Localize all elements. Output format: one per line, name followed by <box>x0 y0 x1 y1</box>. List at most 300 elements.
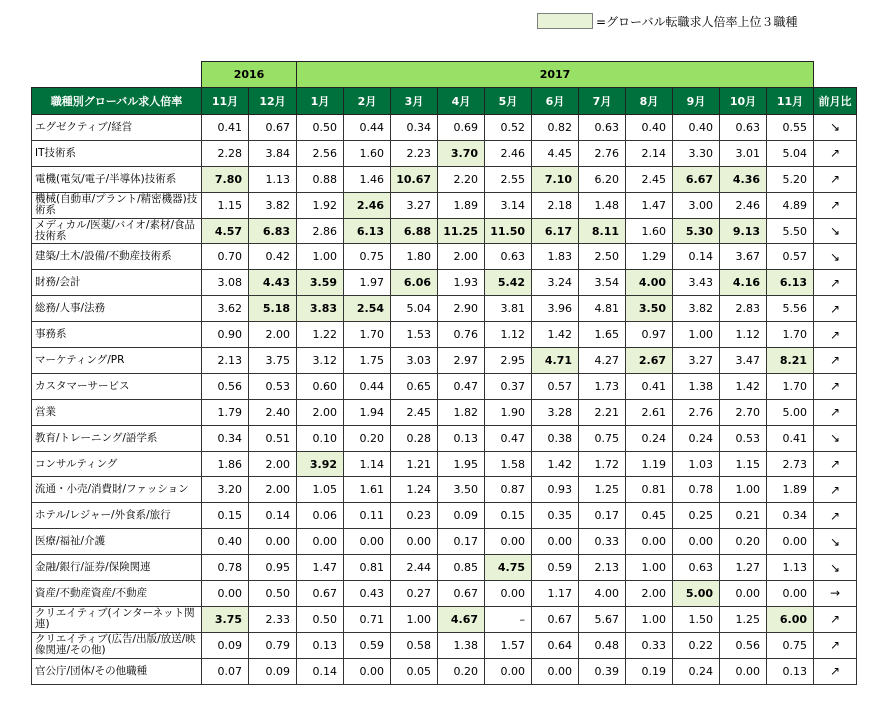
ratio-cell: 4.43 <box>249 270 297 296</box>
ratio-cell: 2.33 <box>249 606 297 632</box>
ratio-cell: 2.46 <box>344 192 391 218</box>
ratio-cell: 1.38 <box>673 373 720 399</box>
ratio-cell: 0.00 <box>344 658 391 684</box>
trend-arrow-icon: ↘ <box>814 218 857 244</box>
ratio-cell: 0.17 <box>438 529 485 555</box>
ratio-cell: 1.15 <box>720 451 767 477</box>
ratio-cell: 0.48 <box>579 632 626 658</box>
table-row <box>32 451 857 477</box>
ratio-cell: 4.89 <box>767 192 814 218</box>
ratio-cell: 2.61 <box>626 399 673 425</box>
ratio-cell: 5.04 <box>391 296 438 322</box>
ratio-cell: 0.34 <box>202 425 249 451</box>
ratio-cell: 1.46 <box>344 166 391 192</box>
ratio-cell: 4.45 <box>532 140 579 166</box>
ratio-cell: 0.13 <box>438 425 485 451</box>
ratio-cell: 0.15 <box>202 503 249 529</box>
ratio-cell: 0.00 <box>767 581 814 607</box>
ratio-cell: 1.27 <box>720 555 767 581</box>
table-row <box>32 373 857 399</box>
ratio-cell: 11.25 <box>438 218 485 244</box>
ratio-cell: 0.39 <box>579 658 626 684</box>
ratio-cell: 2.55 <box>485 166 532 192</box>
ratio-cell: 0.38 <box>532 425 579 451</box>
ratio-cell: 0.81 <box>626 477 673 503</box>
ratio-cell: 1.00 <box>626 606 673 632</box>
ratio-cell: 6.17 <box>532 218 579 244</box>
ratio-cell: 1.00 <box>391 606 438 632</box>
ratio-cell: 0.00 <box>673 529 720 555</box>
ratio-cell: 1.25 <box>720 606 767 632</box>
job-category: クリエイティブ(インターネット関連) <box>32 606 202 632</box>
ratio-cell: 0.34 <box>767 503 814 529</box>
ratio-cell: 1.89 <box>767 477 814 503</box>
ratio-cell: 0.09 <box>202 632 249 658</box>
trend-arrow-icon: ↘ <box>814 529 857 555</box>
ratio-cell: 1.65 <box>579 322 626 348</box>
ratio-cell: 3.82 <box>673 296 720 322</box>
ratio-cell: 0.00 <box>344 529 391 555</box>
month-header: 11月 <box>202 88 249 115</box>
ratio-cell: 0.33 <box>579 529 626 555</box>
ratio-cell: 1.57 <box>485 632 532 658</box>
ratio-cell: 6.67 <box>673 166 720 192</box>
ratio-cell: 0.28 <box>391 425 438 451</box>
month-header: 7月 <box>579 88 626 115</box>
ratio-cell: 3.50 <box>626 296 673 322</box>
ratio-cell: 0.53 <box>249 373 297 399</box>
ratio-cell: 0.05 <box>391 658 438 684</box>
ratio-cell: 2.13 <box>202 348 249 374</box>
ratio-cell: 5.00 <box>767 399 814 425</box>
ratio-cell: 3.70 <box>438 140 485 166</box>
ratio-cell: 0.14 <box>297 658 344 684</box>
ratio-cell: 0.17 <box>579 503 626 529</box>
ratio-cell: 0.75 <box>767 632 814 658</box>
ratio-cell: 1.00 <box>297 244 344 270</box>
job-category: メディカル/医薬/バイオ/素材/食品技術系 <box>32 218 202 244</box>
ratio-cell: 0.44 <box>344 373 391 399</box>
ratio-cell: 2.46 <box>485 140 532 166</box>
ratio-cell: 1.80 <box>391 244 438 270</box>
ratio-cell: 1.90 <box>485 399 532 425</box>
ratio-cell: 0.06 <box>297 503 344 529</box>
ratio-cell: 0.63 <box>673 555 720 581</box>
ratio-cell: 0.50 <box>297 115 344 141</box>
ratio-cell: 10.67 <box>391 166 438 192</box>
ratio-cell: 0.82 <box>532 115 579 141</box>
ratio-cell: 3.54 <box>579 270 626 296</box>
year-2016: 2016 <box>202 62 297 88</box>
ratio-cell: 0.51 <box>249 425 297 451</box>
legend <box>537 11 797 31</box>
ratio-cell: 0.56 <box>720 632 767 658</box>
ratio-cell: 0.00 <box>720 658 767 684</box>
ratio-cell: 4.75 <box>485 555 532 581</box>
ratio-cell: 0.63 <box>720 115 767 141</box>
ratio-cell: 0.00 <box>297 529 344 555</box>
ratio-cell: 2.90 <box>438 296 485 322</box>
ratio-cell: 1.42 <box>532 451 579 477</box>
ratio-cell: 0.43 <box>344 581 391 607</box>
ratio-cell: 0.09 <box>438 503 485 529</box>
ratio-cell: 3.59 <box>297 270 344 296</box>
ratio-cell: 0.90 <box>202 322 249 348</box>
ratio-cell: 4.81 <box>579 296 626 322</box>
ratio-cell: 2.95 <box>485 348 532 374</box>
ratio-cell: 1.86 <box>202 451 249 477</box>
ratio-cell: 0.15 <box>485 503 532 529</box>
ratio-cell: 3.67 <box>720 244 767 270</box>
ratio-cell: 2.00 <box>626 581 673 607</box>
ratio-cell: 3.83 <box>297 296 344 322</box>
ratio-cell: 1.53 <box>391 322 438 348</box>
ratio-cell: 0.44 <box>344 115 391 141</box>
ratio-cell: 1.13 <box>767 555 814 581</box>
ratio-cell: 0.14 <box>249 503 297 529</box>
ratio-cell: 1.19 <box>626 451 673 477</box>
trend-arrow-icon: ↗ <box>814 606 857 632</box>
ratio-cell: 0.07 <box>202 658 249 684</box>
job-category: コンサルティング <box>32 451 202 477</box>
ratio-cell: 1.00 <box>720 477 767 503</box>
job-category: 建築/土木/設備/不動産技術系 <box>32 244 202 270</box>
ratio-cell: 0.37 <box>485 373 532 399</box>
ratio-cell: 0.23 <box>391 503 438 529</box>
ratio-cell: 2.83 <box>720 296 767 322</box>
job-category: 官公庁/団体/その他職種 <box>32 658 202 684</box>
year-2017: 2017 <box>297 62 814 88</box>
ratio-cell: 0.35 <box>532 503 579 529</box>
ratio-cell: 0.65 <box>391 373 438 399</box>
trend-arrow-icon: ↗ <box>814 477 857 503</box>
ratio-cell: 1.24 <box>391 477 438 503</box>
month-header: 11月 <box>767 88 814 115</box>
ratio-cell: 3.81 <box>485 296 532 322</box>
job-category: 事務系 <box>32 322 202 348</box>
ratio-cell: 2.44 <box>391 555 438 581</box>
ratio-cell: 0.56 <box>202 373 249 399</box>
table-row <box>32 503 857 529</box>
ratio-cell: 6.13 <box>767 270 814 296</box>
trend-arrow-icon: ↗ <box>814 296 857 322</box>
year-row <box>32 62 857 88</box>
ratio-cell: 0.52 <box>485 115 532 141</box>
ratio-cell: 0.24 <box>626 425 673 451</box>
ratio-cell: 0.00 <box>485 581 532 607</box>
ratio-cell: 0.00 <box>202 581 249 607</box>
ratio-cell: 2.14 <box>626 140 673 166</box>
job-category: クリエイティブ(広告/出版/放送/映像関連/その他) <box>32 632 202 658</box>
ratio-cell: 2.23 <box>391 140 438 166</box>
ratio-cell: 1.58 <box>485 451 532 477</box>
ratio-cell: 5.00 <box>673 581 720 607</box>
ratio-cell: 1.47 <box>297 555 344 581</box>
trend-arrow-icon: ↗ <box>814 192 857 218</box>
ratio-cell: 2.00 <box>249 477 297 503</box>
ratio-cell: 0.50 <box>297 606 344 632</box>
ratio-cell: 6.13 <box>344 218 391 244</box>
ratio-cell: 1.82 <box>438 399 485 425</box>
ratio-cell: 2.70 <box>720 399 767 425</box>
ratio-cell: 1.89 <box>438 192 485 218</box>
month-header: 8月 <box>626 88 673 115</box>
ratio-cell: 2.00 <box>438 244 485 270</box>
month-header: 6月 <box>532 88 579 115</box>
ratio-cell: 4.36 <box>720 166 767 192</box>
ratio-cell: 1.25 <box>579 477 626 503</box>
ratio-cell: 2.13 <box>579 555 626 581</box>
ratio-cell: 6.06 <box>391 270 438 296</box>
ratio-cell: 0.55 <box>767 115 814 141</box>
ratio-cell: 1.83 <box>532 244 579 270</box>
year-spacer <box>814 62 857 88</box>
ratio-cell: 2.40 <box>249 399 297 425</box>
trend-arrow-icon: ↗ <box>814 322 857 348</box>
ratio-cell: 0.50 <box>249 581 297 607</box>
trend-arrow-icon: → <box>814 581 857 607</box>
ratio-cell: 2.73 <box>767 451 814 477</box>
table-row <box>32 166 857 192</box>
table-row <box>32 555 857 581</box>
ratio-cell: 5.42 <box>485 270 532 296</box>
trend-arrow-icon: ↘ <box>814 115 857 141</box>
trend-arrow-icon: ↗ <box>814 166 857 192</box>
ratio-cell: 0.00 <box>249 529 297 555</box>
ratio-cell: 0.14 <box>673 244 720 270</box>
ratio-cell: 0.10 <box>297 425 344 451</box>
ratio-cell: 2.45 <box>626 166 673 192</box>
ratio-cell: 2.86 <box>297 218 344 244</box>
ratio-cell: 2.67 <box>626 348 673 374</box>
ratio-cell: 0.00 <box>720 581 767 607</box>
job-ratio-table <box>31 61 857 685</box>
ratio-cell: 1.00 <box>673 322 720 348</box>
ratio-cell: 0.78 <box>673 477 720 503</box>
ratio-cell: 0.00 <box>532 658 579 684</box>
ratio-cell: 0.25 <box>673 503 720 529</box>
ratio-cell: 0.79 <box>249 632 297 658</box>
ratio-cell: 0.09 <box>249 658 297 684</box>
trend-arrow-icon: ↗ <box>814 348 857 374</box>
table-row <box>32 296 857 322</box>
table-row <box>32 658 857 684</box>
ratio-cell: 1.70 <box>767 322 814 348</box>
trend-arrow-icon: ↘ <box>814 244 857 270</box>
ratio-cell: 0.67 <box>297 581 344 607</box>
ratio-cell: 0.20 <box>344 425 391 451</box>
ratio-cell: 3.96 <box>532 296 579 322</box>
ratio-cell: 1.03 <box>673 451 720 477</box>
ratio-cell: 0.24 <box>673 658 720 684</box>
ratio-cell: 5.50 <box>767 218 814 244</box>
ratio-cell: 0.87 <box>485 477 532 503</box>
ratio-cell: 1.15 <box>202 192 249 218</box>
month-header: 4月 <box>438 88 485 115</box>
trend-arrow-icon: ↘ <box>814 555 857 581</box>
ratio-cell: 3.92 <box>297 451 344 477</box>
ratio-cell: 0.67 <box>438 581 485 607</box>
ratio-cell: 2.76 <box>673 399 720 425</box>
ratio-cell: 3.50 <box>438 477 485 503</box>
table-row <box>32 218 857 244</box>
table-row <box>32 529 857 555</box>
ratio-cell: 0.63 <box>579 115 626 141</box>
legend-text: =グローバル転職求人倍率上位３職種 <box>596 14 798 29</box>
month-header: 1月 <box>297 88 344 115</box>
ratio-cell: 6.88 <box>391 218 438 244</box>
job-category: 財務/会計 <box>32 270 202 296</box>
ratio-cell: 2.18 <box>532 192 579 218</box>
ratio-cell: 3.82 <box>249 192 297 218</box>
job-category: 資産/不動産資産/不動産 <box>32 581 202 607</box>
ratio-cell: 1.12 <box>485 322 532 348</box>
ratio-cell: 4.00 <box>626 270 673 296</box>
ratio-cell: 1.72 <box>579 451 626 477</box>
job-category: ホテル/レジャー/外食系/旅行 <box>32 503 202 529</box>
ratio-cell: 0.45 <box>626 503 673 529</box>
ratio-cell: 0.22 <box>673 632 720 658</box>
ratio-cell: 0.53 <box>720 425 767 451</box>
ratio-cell: 0.20 <box>438 658 485 684</box>
ratio-cell: 0.19 <box>626 658 673 684</box>
ratio-cell: 3.75 <box>249 348 297 374</box>
ratio-cell: 2.50 <box>579 244 626 270</box>
job-category: 総務/人事/法務 <box>32 296 202 322</box>
job-category: IT技術系 <box>32 140 202 166</box>
ratio-cell: 2.00 <box>249 451 297 477</box>
ratio-cell: 3.12 <box>297 348 344 374</box>
ratio-cell: 3.75 <box>202 606 249 632</box>
trend-arrow-icon: ↗ <box>814 451 857 477</box>
ratio-cell: 4.71 <box>532 348 579 374</box>
month-header: 5月 <box>485 88 532 115</box>
ratio-cell: 1.73 <box>579 373 626 399</box>
ratio-cell: 4.67 <box>438 606 485 632</box>
table-row <box>32 270 857 296</box>
ratio-cell: 0.81 <box>344 555 391 581</box>
trend-arrow-icon: ↗ <box>814 503 857 529</box>
ratio-cell: 0.24 <box>673 425 720 451</box>
ratio-cell: 0.40 <box>626 115 673 141</box>
ratio-cell: 0.67 <box>249 115 297 141</box>
ratio-cell: 2.45 <box>391 399 438 425</box>
ratio-cell: 0.27 <box>391 581 438 607</box>
ratio-cell: 1.48 <box>579 192 626 218</box>
ratio-cell: 0.75 <box>579 425 626 451</box>
ratio-cell: 1.38 <box>438 632 485 658</box>
trend-arrow-icon: ↗ <box>814 399 857 425</box>
ratio-cell: 0.57 <box>532 373 579 399</box>
month-header: 9月 <box>673 88 720 115</box>
ratio-cell: 5.30 <box>673 218 720 244</box>
ratio-cell: 0.00 <box>532 529 579 555</box>
job-category: マーケティング/PR <box>32 348 202 374</box>
table-row <box>32 192 857 218</box>
ratio-cell: 0.00 <box>485 529 532 555</box>
ratio-cell: 2.21 <box>579 399 626 425</box>
legend-swatch <box>537 13 593 29</box>
ratio-cell: 1.95 <box>438 451 485 477</box>
ratio-cell: 0.11 <box>344 503 391 529</box>
ratio-cell: 1.00 <box>626 555 673 581</box>
ratio-cell: 0.59 <box>532 555 579 581</box>
job-category: 機械(自動車/プラント/精密機器)技術系 <box>32 192 202 218</box>
ratio-cell: 0.95 <box>249 555 297 581</box>
ratio-cell: 2.28 <box>202 140 249 166</box>
ratio-cell: 8.21 <box>767 348 814 374</box>
ratio-cell: 3.30 <box>673 140 720 166</box>
ratio-cell: 1.93 <box>438 270 485 296</box>
ratio-cell: 9.13 <box>720 218 767 244</box>
month-header: 10月 <box>720 88 767 115</box>
ratio-cell: 5.20 <box>767 166 814 192</box>
ratio-cell: 0.41 <box>626 373 673 399</box>
ratio-cell: 1.21 <box>391 451 438 477</box>
ratio-cell: 0.00 <box>767 529 814 555</box>
ratio-cell: 0.41 <box>767 425 814 451</box>
job-category: エグゼクティブ/経営 <box>32 115 202 141</box>
ratio-cell: 5.04 <box>767 140 814 166</box>
ratio-cell: 2.76 <box>579 140 626 166</box>
ratio-cell: 1.61 <box>344 477 391 503</box>
table-row <box>32 425 857 451</box>
ratio-cell: 3.27 <box>673 348 720 374</box>
table-row <box>32 348 857 374</box>
ratio-cell: 0.20 <box>720 529 767 555</box>
ratio-cell: 11.50 <box>485 218 532 244</box>
ratio-cell: 0.64 <box>532 632 579 658</box>
table-row <box>32 632 857 658</box>
trend-arrow-icon: ↗ <box>814 140 857 166</box>
ratio-cell: 3.20 <box>202 477 249 503</box>
ratio-cell: 0.67 <box>532 606 579 632</box>
ratio-cell: 3.14 <box>485 192 532 218</box>
trend-arrow-icon: ↗ <box>814 373 857 399</box>
ratio-cell: 2.54 <box>344 296 391 322</box>
ratio-cell: 3.47 <box>720 348 767 374</box>
ratio-cell: 3.00 <box>673 192 720 218</box>
ratio-cell: 0.34 <box>391 115 438 141</box>
ratio-cell: 1.05 <box>297 477 344 503</box>
ratio-cell: 1.12 <box>720 322 767 348</box>
table-row <box>32 244 857 270</box>
ratio-cell: 0.41 <box>202 115 249 141</box>
ratio-cell: 3.43 <box>673 270 720 296</box>
trend-arrow-icon: ↘ <box>814 425 857 451</box>
ratio-cell: 1.60 <box>344 140 391 166</box>
ratio-cell: 5.56 <box>767 296 814 322</box>
ratio-cell: 0.40 <box>673 115 720 141</box>
ratio-cell: 1.75 <box>344 348 391 374</box>
ratio-cell: 0.47 <box>438 373 485 399</box>
header-row <box>32 88 857 115</box>
job-category: 教育/トレーニング/語学系 <box>32 425 202 451</box>
ratio-cell: 3.01 <box>720 140 767 166</box>
table-row <box>32 477 857 503</box>
ratio-cell: 0.33 <box>626 632 673 658</box>
month-header: 12月 <box>249 88 297 115</box>
job-category: 営業 <box>32 399 202 425</box>
ratio-cell: 0.93 <box>532 477 579 503</box>
ratio-cell: 1.70 <box>767 373 814 399</box>
trend-arrow-icon: ↗ <box>814 658 857 684</box>
ratio-cell: 3.08 <box>202 270 249 296</box>
ratio-cell: 3.28 <box>532 399 579 425</box>
ratio-cell: 6.83 <box>249 218 297 244</box>
table-row <box>32 399 857 425</box>
ratio-cell: 3.62 <box>202 296 249 322</box>
